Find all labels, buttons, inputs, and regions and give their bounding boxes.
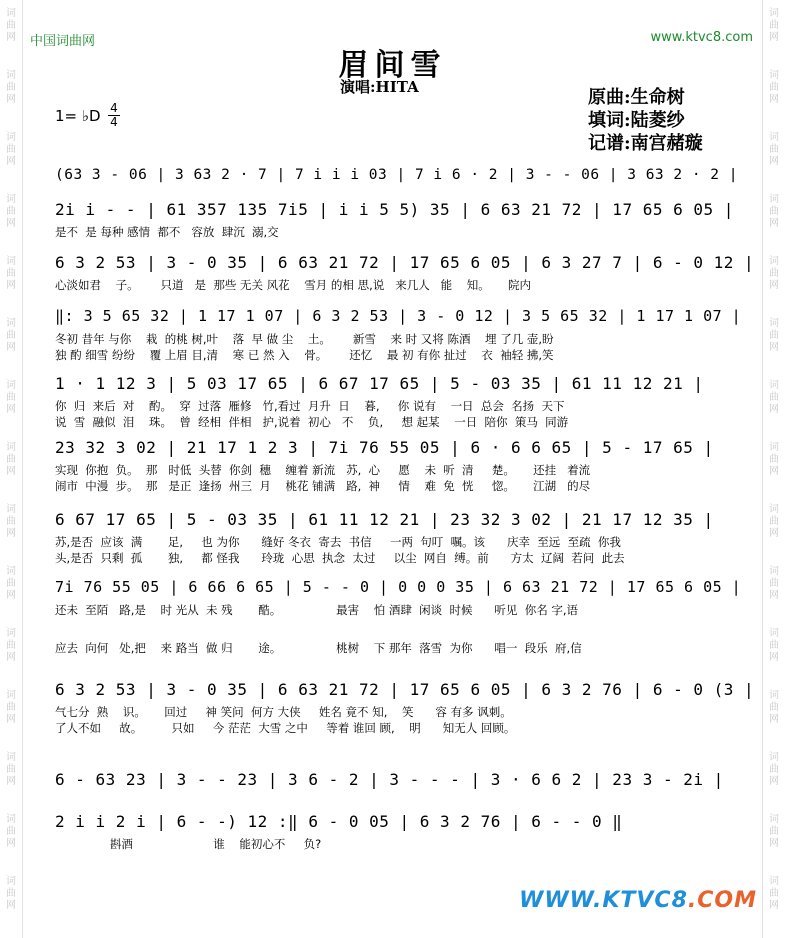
lyric-line: 斟酒 谁 能初心不 负? (55, 837, 322, 851)
watermark-text: 词曲网 (769, 194, 779, 229)
notation-row: 23 32 3 02 | 21 17 1 2 3 | 7i 76 55 05 | 6 · 6 6 65 | 5 - 17 65 | (55, 438, 714, 457)
lyric-line: 你 归 来后 对 酌。 穿 过落 雁修 竹,看过 月升 日 暮, 你 说有 一日 总会 名扬 天下 (55, 399, 565, 413)
right-watermark-strip (762, 0, 785, 938)
ktvc8-logo (519, 888, 757, 913)
meter-top: 4 (110, 101, 118, 115)
watermark-text: 词曲网 (769, 876, 779, 911)
singer-credit: 演唱:HITA (340, 78, 419, 96)
watermark-text: 词曲网 (769, 256, 779, 291)
watermark-text: 词曲网 (769, 566, 779, 601)
watermark-text: 词曲网 (6, 752, 16, 787)
key-signature: 1= ♭D (55, 107, 101, 125)
watermark-text: 词曲网 (6, 380, 16, 415)
notation-row: 6 - 63 23 | 3 - - 23 | 3 6 - 2 | 3 - - - | 3 · 6 6 2 | 23 3 - 2i | (55, 770, 724, 789)
lyric-line: 还未 至陌 路,是 时 光从 未 残 酷。 最害 怕 酒肆 闲谈 时候 听见 你名 字,语 (55, 603, 579, 617)
logo-domain: .COM (687, 888, 757, 913)
lyricist-credit: 填词:陆菱纱 (588, 110, 685, 131)
lyric-line: 实现 你抱 负。 那 时低 头替 你剑 穗 缠着 新流 苏, 心 愿 未 听 清 楚。 还挂 着流 (55, 463, 591, 477)
watermark-text: 词曲网 (769, 504, 779, 539)
notation-row: (63 3 - 06 | 3 63 2 · 7 | 7 i i i 03 | 7 i 6 · 2 | 3 - - 06 | 3 63 2 · 2 | (55, 167, 739, 183)
notation-row: 2i i - - | 61 357 135 7i5 | i i 5 5) 35 | 6 63 21 72 | 17 65 6 05 | (55, 200, 734, 219)
notation-row: ‖: 3 5 65 32 | 1 17 1 07 | 6 3 2 53 | 3 - 0 12 | 3 5 65 32 | 1 17 1 07 | (55, 307, 742, 325)
watermark-text: 词曲网 (769, 318, 779, 353)
watermark-text: 词曲网 (769, 380, 779, 415)
watermark-text: 词曲网 (6, 814, 16, 849)
watermark-text: 词曲网 (6, 8, 16, 43)
watermark-text: 词曲网 (769, 8, 779, 43)
notation-row: 6 3 2 53 | 3 - 0 35 | 6 63 21 72 | 17 65 6 05 | 6 3 27 7 | 6 - 0 12 | (55, 253, 755, 272)
watermark-text: 词曲网 (769, 442, 779, 477)
notation-row: 6 3 2 53 | 3 - 0 35 | 6 63 21 72 | 17 65 6 05 | 6 3 2 76 | 6 - 0 (3 | (55, 680, 755, 699)
lyric-line: 冬初 昔年 与你 栽 的桃 树,叶 落 早 做 尘 土。 新雪 来 时 又将 陈酒 埋 了几 壶,盼 (55, 332, 554, 346)
watermark-text: 词曲网 (6, 256, 16, 291)
watermark-text: 词曲网 (769, 628, 779, 663)
time-signature (108, 102, 120, 129)
lyric-line: 说 雪 融似 泪 珠。 曾 经相 伴相 护,说着 初心 不 负, 想 起某 一日 陪你 策马 同游 (55, 415, 569, 429)
watermark-text: 词曲网 (6, 442, 16, 477)
lyric-line: 是不 是 每种 感情 都不 容放 肆沉 溺,交 (55, 225, 279, 239)
lyric-line: 闹市 中漫 步。 那 是正 逢扬 州三 月 桃花 铺满 路, 神 情 难 免 恍 惚。 江湖 的尽 (55, 479, 591, 493)
song-title: 眉间雪 (338, 48, 447, 83)
watermark-text: 词曲网 (6, 70, 16, 105)
notation-row: 2 i i 2 i | 6 - -) 12 :‖ 6 - 0 05 | 6 3 2 76 | 6 - - 0 ‖ (55, 812, 623, 831)
notation-row: 1 · 1 12 3 | 5 03 17 65 | 6 67 17 65 | 5 - 03 35 | 61 11 12 21 | (55, 374, 704, 393)
lyric-line: 头,是否 只剩 孤 独, 都 怪我 玲珑 心思 执念 太过 以尘 网自 缚。前 方太 辽阔 若问 此去 (55, 551, 625, 565)
lyric-line: 气七分 熟 识。 回过 神 笑问 何方 大侠 姓名 竟不 知, 笑 容 有多 讽刺。 (55, 705, 512, 719)
notation-row: 6 67 17 65 | 5 - 03 35 | 61 11 12 21 | 23 32 3 02 | 21 17 12 35 | (55, 510, 714, 529)
watermark-text: 词曲网 (6, 318, 16, 353)
watermark-text: 词曲网 (6, 132, 16, 167)
original-credit: 原曲:生命树 (588, 87, 685, 108)
lyric-line: 苏,是否 应该 满 足, 也 为你 缝好 冬衣 寄去 书信 一两 句叮 嘱。该 庆幸 至远 至疏 你我 (55, 535, 621, 549)
watermark-text: 词曲网 (769, 690, 779, 725)
watermark-text: 词曲网 (6, 504, 16, 539)
lyric-line: 心淡如君 子。 只道 是 那些 无关 风花 雪月 的相 思,说 来几人 能 知。 院内 (55, 278, 532, 292)
notation-row: 7i 76 55 05 | 6 66 6 65 | 5 - - 0 | 0 0 0 35 | 6 63 21 72 | 17 65 6 05 | (55, 578, 742, 596)
watermark-text: 词曲网 (6, 876, 16, 911)
watermark-text: 词曲网 (769, 70, 779, 105)
site-name-left: 中国词曲网 (30, 34, 96, 49)
watermark-text: 词曲网 (6, 690, 16, 725)
watermark-text: 词曲网 (6, 628, 16, 663)
lyric-line: 独 酌 细雪 纷纷 覆 上眉 目,清 寒 已 然 入 骨。 还忆 最 初 有你 扯过 衣 袖轻 拂,笑 (55, 348, 554, 362)
watermark-text: 词曲网 (6, 566, 16, 601)
left-watermark-strip (0, 0, 23, 938)
transcriber-credit: 记谱:南宫赭璇 (588, 133, 703, 154)
watermark-text: 词曲网 (769, 814, 779, 849)
logo-main: WWW.KTVC8 (519, 888, 688, 913)
watermark-text: 词曲网 (6, 194, 16, 229)
watermark-text: 词曲网 (769, 132, 779, 167)
site-url-right: www.ktvc8.com (650, 30, 753, 45)
lyric-line: 应去 向何 处,把 来 路当 做 归 途。 桃树 下 那年 落雪 为你 唱一 段乐 府,信 (55, 641, 582, 655)
watermark-text: 词曲网 (769, 752, 779, 787)
lyric-line: 了人不如 故。 只如 今 茫茫 大雪 之中 等着 谁回 顾, 明 知无人 回顾。 (55, 721, 516, 735)
meter-bottom: 4 (110, 115, 118, 129)
